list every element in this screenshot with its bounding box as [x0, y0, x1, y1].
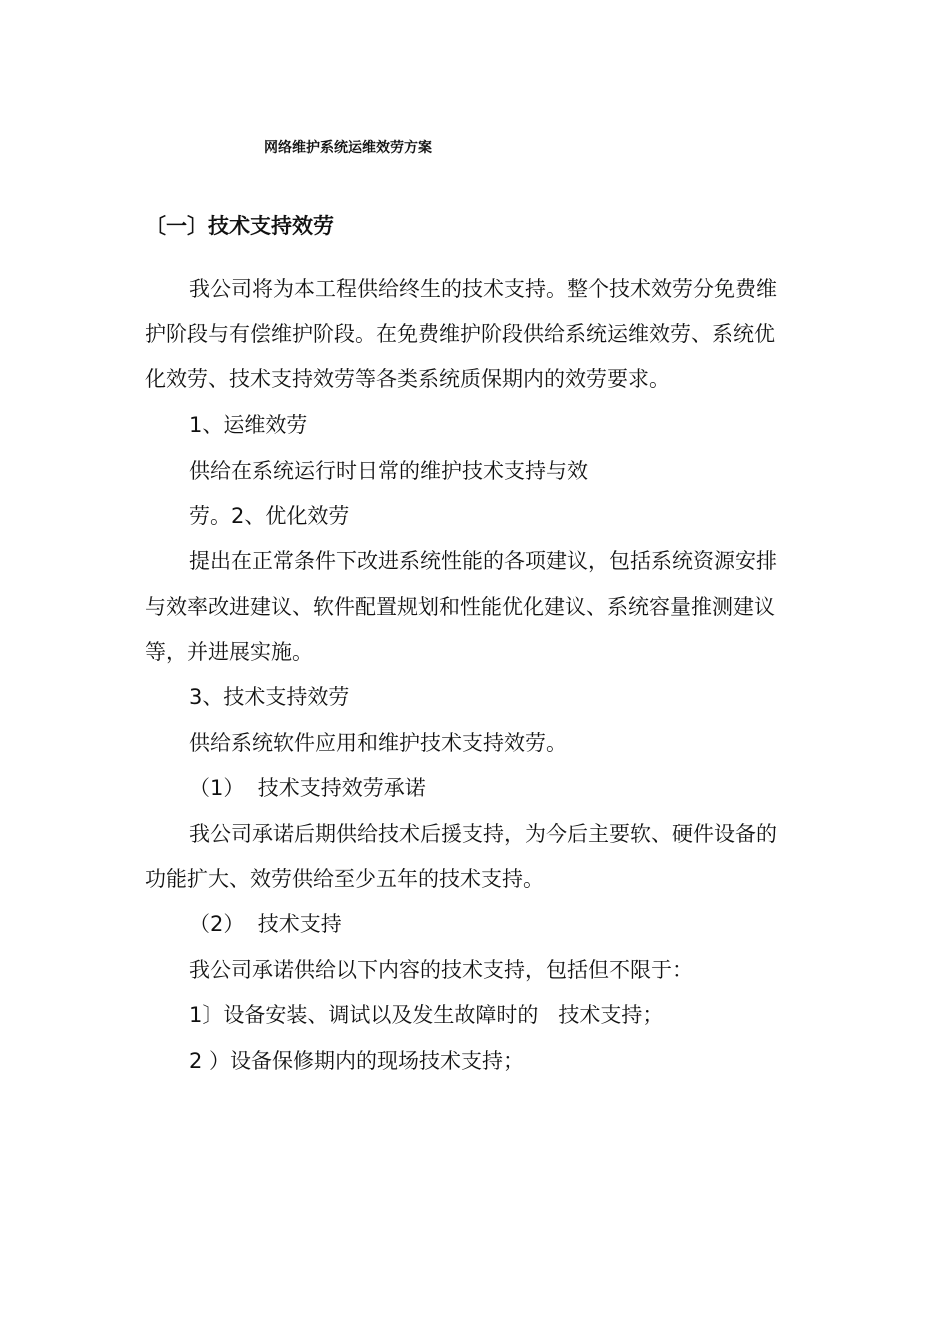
paragraph-line: 我公司承诺供给以下内容的技术支持，包括但不限于： — [189, 958, 693, 982]
sub-item-heading: （1） 技术支持效劳承诺 — [189, 776, 426, 800]
list-item-heading: 1、运维效劳 — [189, 413, 308, 437]
paragraph-line: 功能扩大、效劳供给至少五年的技术支持。 — [145, 867, 544, 891]
paragraph-line: 供给系统软件应用和维护技术支持效劳。 — [189, 731, 567, 755]
paragraph-line: 我公司将为本工程供给终生的技术支持。整个技术效劳分免费维 — [189, 277, 777, 301]
sub-item-heading: （2） 技术支持 — [189, 912, 342, 936]
paragraph-line: 与效率改进建议、软件配置规划和性能优化建议、系统容量推测建议 — [145, 595, 775, 619]
document-title: 网络维护系统运维效劳方案 — [264, 140, 432, 156]
paragraph-line: 劳。2、优化效劳 — [189, 504, 350, 528]
list-item: 2 ）设备保修期内的现场技术支持； — [189, 1049, 525, 1073]
paragraph-line: 提出在正常条件下改进系统性能的各项建议，包括系统资源安排 — [189, 549, 777, 573]
paragraph-line: 等，并进展实施。 — [145, 640, 313, 664]
section-heading: 〔一〕技术支持效劳 — [145, 214, 334, 238]
paragraph-line: 我公司承诺后期供给技术后援支持，为今后主要软、硬件设备的 — [189, 822, 777, 846]
paragraph-line: 护阶段与有偿维护阶段。在免费维护阶段供给系统运维效劳、系统优 — [145, 322, 775, 346]
list-item: 1〕设备安装、调试以及发生故障时的 技术支持； — [189, 1003, 664, 1027]
paragraph-line: 化效劳、技术支持效劳等各类系统质保期内的效劳要求。 — [145, 367, 670, 391]
list-item-heading: 3、技术支持效劳 — [189, 685, 350, 709]
paragraph-line: 供给在系统运行时日常的维护技术支持与效 — [189, 459, 588, 483]
